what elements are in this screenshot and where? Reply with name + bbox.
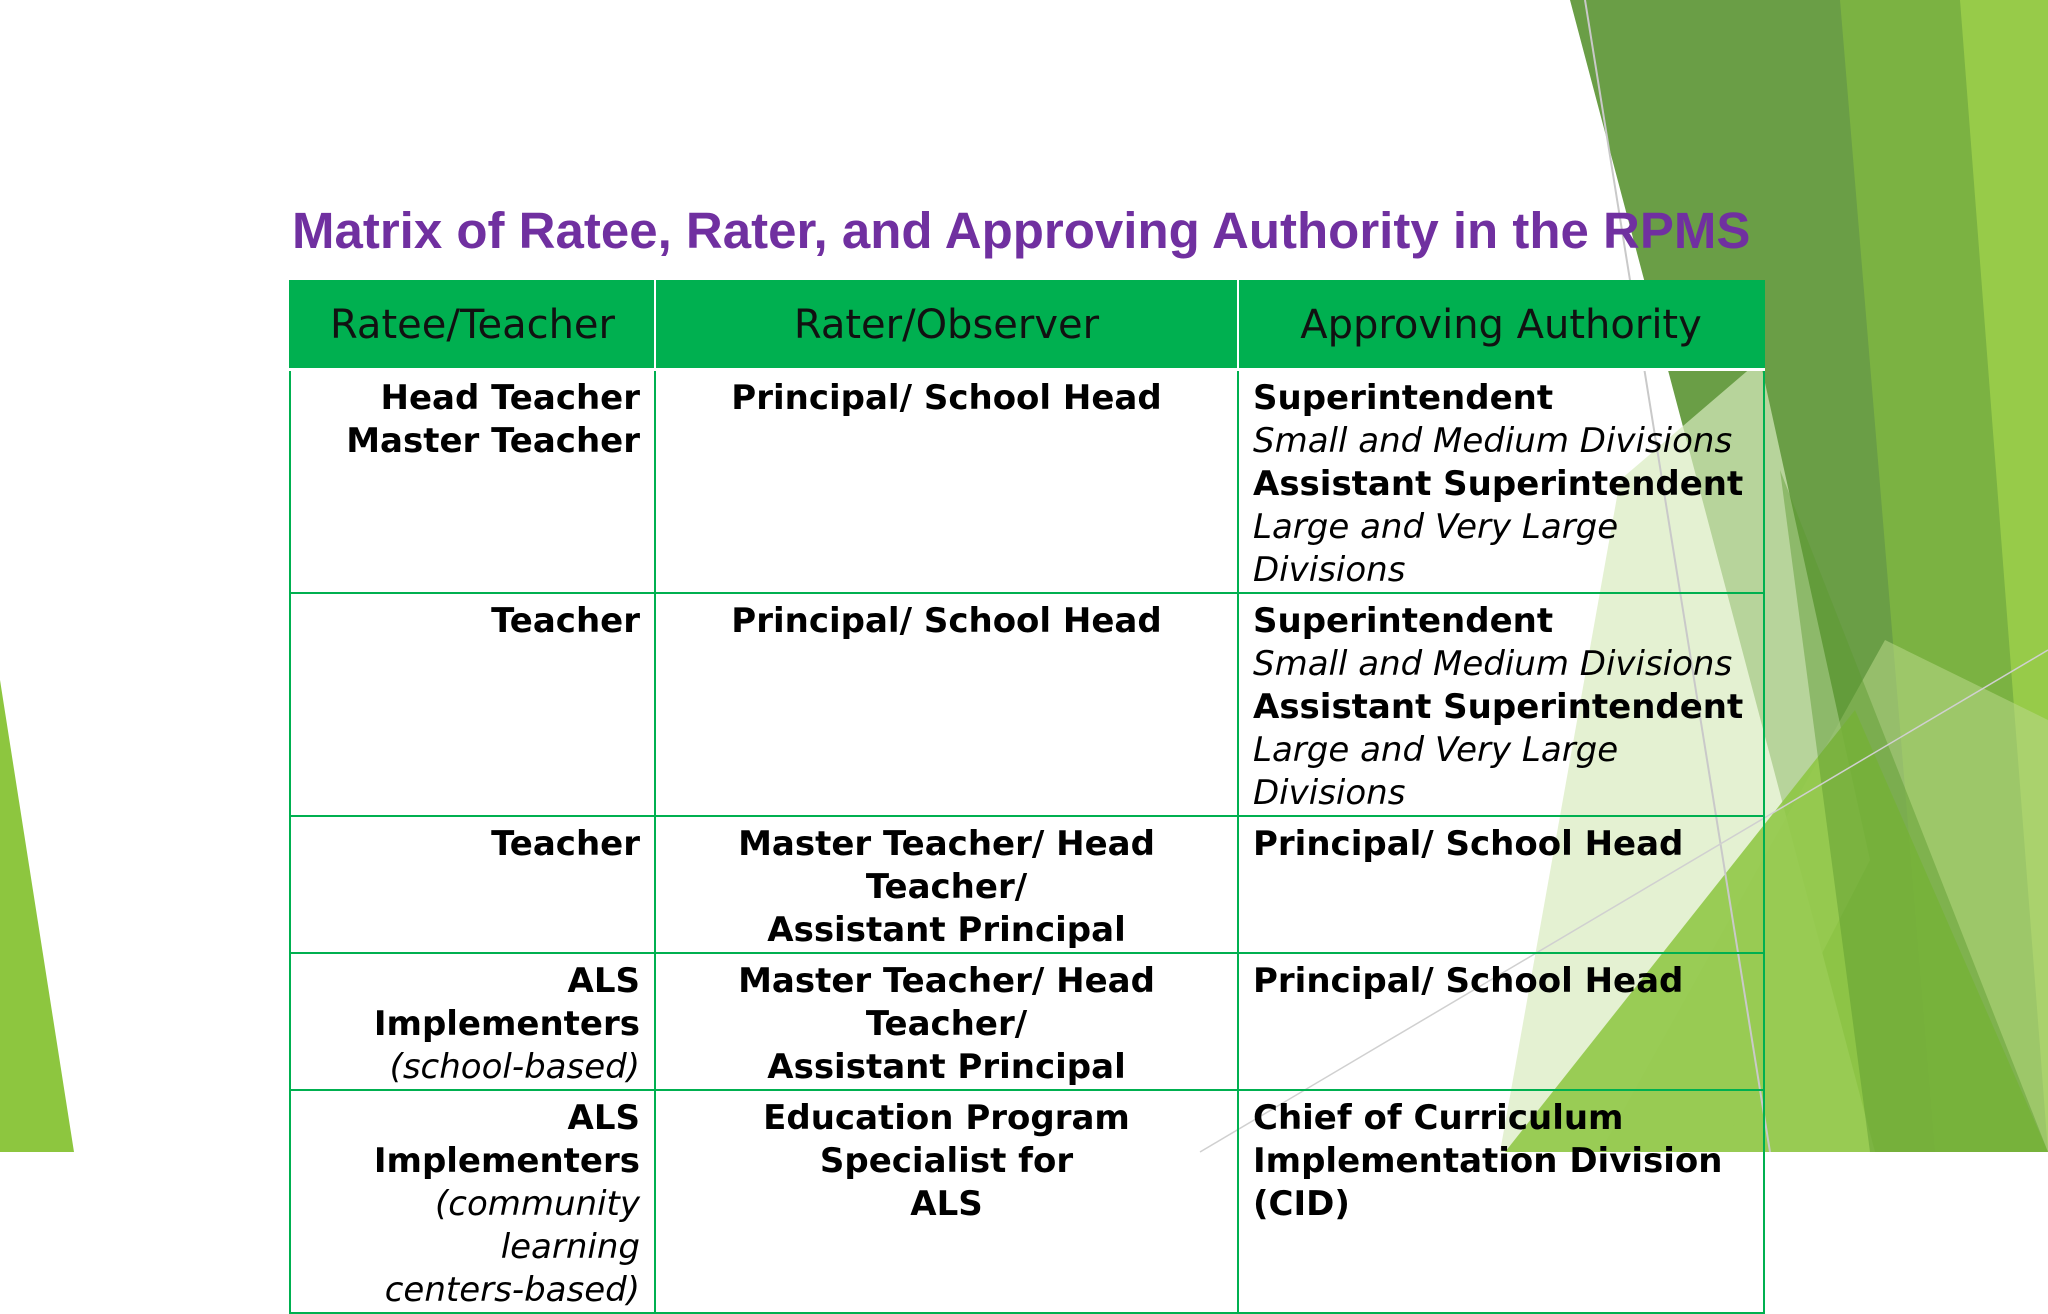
rater-cell <box>655 370 1238 594</box>
ratee-note: (community learning <box>435 1184 640 1267</box>
approver-title: Implementation Division <box>1253 1141 1723 1181</box>
rater-title: Assistant Principal <box>767 1047 1126 1087</box>
table-row <box>290 953 1764 1090</box>
rater-title: ALS <box>910 1184 983 1224</box>
approver-cell <box>1238 370 1764 594</box>
approver-note: Small and Medium Divisions <box>1253 421 1733 461</box>
rater-title: Education Program Specialist for <box>763 1098 1130 1181</box>
ratee-cell <box>290 370 655 594</box>
ratee-title: Master Teacher <box>346 421 640 461</box>
ratee-title: Teacher <box>491 824 640 864</box>
table-row <box>290 1090 1764 1313</box>
ratee-note: (school-based) <box>389 1047 640 1087</box>
approver-cell <box>1238 1090 1764 1313</box>
header-ratee-teacher: Ratee/Teacher <box>290 281 655 370</box>
rater-cell <box>655 816 1238 953</box>
table-header-row <box>290 281 1764 370</box>
approver-title: (CID) <box>1253 1184 1350 1224</box>
rater-title: Master Teacher/ Head Teacher/ <box>738 961 1155 1044</box>
left-green-sliver <box>0 680 74 1152</box>
approver-cell <box>1238 593 1764 816</box>
ratee-title: Head Teacher <box>380 378 640 418</box>
rater-title: Master Teacher/ Head Teacher/ <box>738 824 1155 907</box>
approver-cell <box>1238 953 1764 1090</box>
ratee-cell <box>290 953 655 1090</box>
ratee-title: ALS Implementers <box>373 961 640 1044</box>
approver-title: Principal/ School Head <box>1253 961 1684 1001</box>
approver-title: Superintendent <box>1253 378 1554 418</box>
rater-cell <box>655 593 1238 816</box>
approver-title: Assistant Superintendent <box>1253 687 1744 727</box>
rater-cell <box>655 953 1238 1090</box>
approver-title: Assistant Superintendent <box>1253 464 1744 504</box>
rater-title: Assistant Principal <box>767 910 1126 950</box>
rater-title: Principal/ School Head <box>731 378 1162 418</box>
approver-note: Small and Medium Divisions <box>1253 644 1733 684</box>
approver-cell <box>1238 816 1764 953</box>
slide-title: Matrix of Ratee, Rater, and Approving Authority in the RPMS <box>292 202 1751 259</box>
ratee-title: Teacher <box>491 601 640 641</box>
table-row <box>290 370 1764 594</box>
ratee-cell <box>290 1090 655 1313</box>
approver-title: Superintendent <box>1253 601 1554 641</box>
approver-title: Principal/ School Head <box>1253 824 1684 864</box>
approver-note: Large and Very Large Divisions <box>1253 730 1619 813</box>
rater-cell <box>655 1090 1238 1313</box>
ratee-title: ALS Implementers <box>373 1098 640 1181</box>
rpms-matrix-table <box>289 280 1765 1314</box>
rater-title: Principal/ School Head <box>731 601 1162 641</box>
ratee-cell <box>290 816 655 953</box>
ratee-note: centers-based) <box>384 1270 640 1310</box>
table-row <box>290 816 1764 953</box>
table-row <box>290 593 1764 816</box>
approver-title: Chief of Curriculum <box>1253 1098 1624 1138</box>
header-rater-observer: Rater/Observer <box>655 281 1238 370</box>
ratee-cell <box>290 593 655 816</box>
approver-note: Large and Very Large Divisions <box>1253 507 1619 590</box>
header-approving-authority: Approving Authority <box>1238 281 1764 370</box>
